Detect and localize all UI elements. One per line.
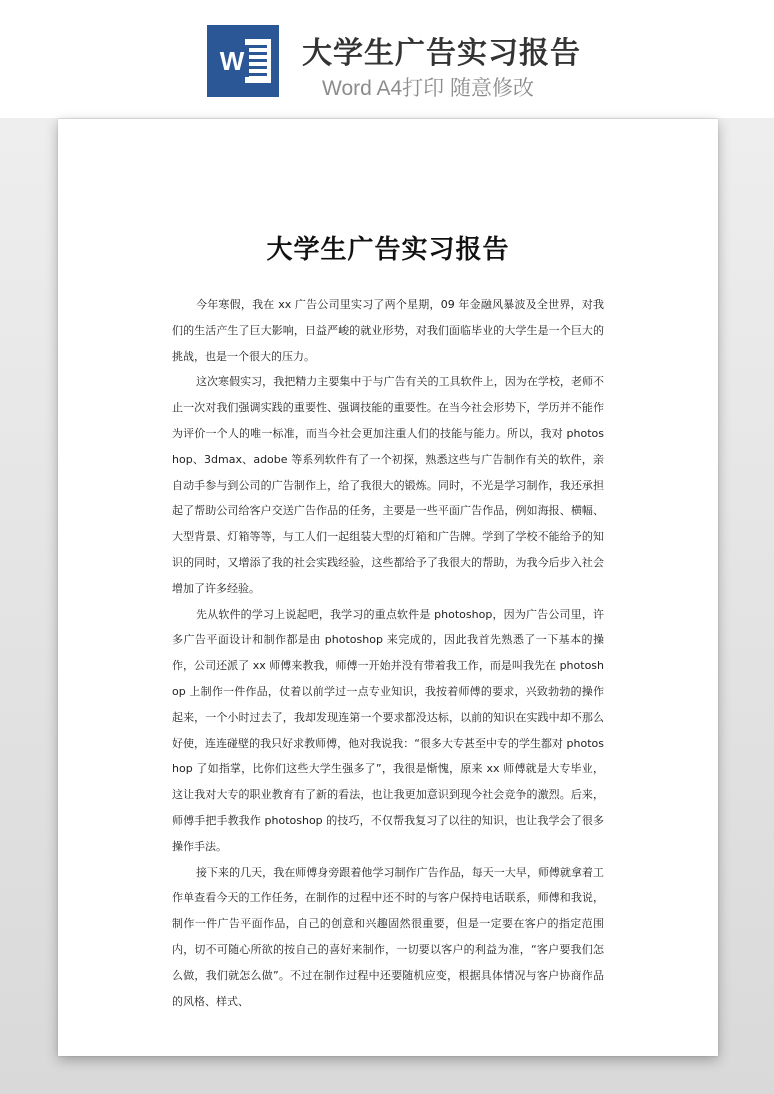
paragraph: 接下来的几天，我在师傅身旁跟着他学习制作广告作品，每天一大早，师傅就拿着工作单查看今天的工作任务，在制作的过程中还不时的与客户保持电话联系，师傅和我说，制作一件广告平面作品，自己的创意和兴趣固然很重要，但是一定要在客户的指定范围内，切不可随心所欲的按自己的喜好来制作，一切要以客户的利益为准，“客户要我们怎么做，我们就怎么做”。不过在制作过程中还要随机应变，根据具体情况与客户协商作品的风格、样式、: [172, 865, 604, 1008]
banner-header: [0, 0, 774, 118]
banner-title: 大学生广告实习报告: [302, 36, 581, 71]
document-body: [172, 292, 604, 1014]
document-page: [58, 119, 718, 1056]
paragraph: 先从软件的学习上说起吧，我学习的重点软件是 photoshop，因为广告公司里，许多广告平面设计和制作都是由 photoshop 来完成的，因此我首先熟悉了一下基本的操作，公司还派了 xx 师傅来教我，师傅一开始并没有带着我工作，而是叫我先在 photoshop 上制作一件作品，仗着以前学过一点专业知识，我按着师傅的要求，兴致勃勃的操作起来，一个小时过去了，我却发现连第一个要求都没达标，以前的知识在实践中却不那么好使，连连碰壁的我只好求教师傅，他对我说我：“很多大专甚至中专的学生都对 photoshop 了如指掌，比你们这些大学生强多了”，我很是惭愧，原来 xx 师傅就是大专毕业，这让我对大专的职业教育有了新的看法，也让我更加意识到现今社会竞争的激烈。后来，师傅手把手教我作 photoshop 的技巧，不仅帮我复习了以往的知识，也让我学会了很多操作手法。: [172, 607, 604, 853]
banner-subtitle: Word A4打印 随意修改: [322, 77, 534, 100]
watermark: [68, 450, 100, 489]
document-title: 大学生广告实习报告: [266, 235, 510, 265]
paragraph: 今年寒假，我在 xx 广告公司里实习了两个星期，09 年金融风暴波及全世界，对我们的生活产生了巨大影响，日益严峻的就业形势，对我们面临毕业的大学生是一个巨大的挑战，也是一个很大的压力。: [172, 298, 604, 363]
paragraph: 这次寒假实习，我把精力主要集中于与广告有关的工具软件上，因为在学校，老师不止一次对我们强调实践的重要性、强调技能的重要性。在当今社会形势下，学历并不能作为评价一个人的唯一标准，而当今社会更加注重人们的技能与能力。所以，我对 photoshop、3dmax、adobe 等系列软件有了一个初探，熟悉这些与广告制作有关的软件，亲自动手参与到公司的广告制作上，给了我很大的锻炼。同时，不光是学习制作，我还承担起了帮助公司给客户交送广告作品的任务，主要是一些平面广告作品，例如海报、横幅、大型背景、灯箱等等，与工人们一起组装大型的灯箱和广告牌。学到了学校不能给予的知识的同时，又增添了我的社会实践经验，这些都给予了我很大的帮助，为我今后步入社会增加了许多经验。: [172, 375, 604, 595]
word-icon-letter: W: [219, 46, 245, 76]
word-document-icon: [207, 25, 279, 97]
